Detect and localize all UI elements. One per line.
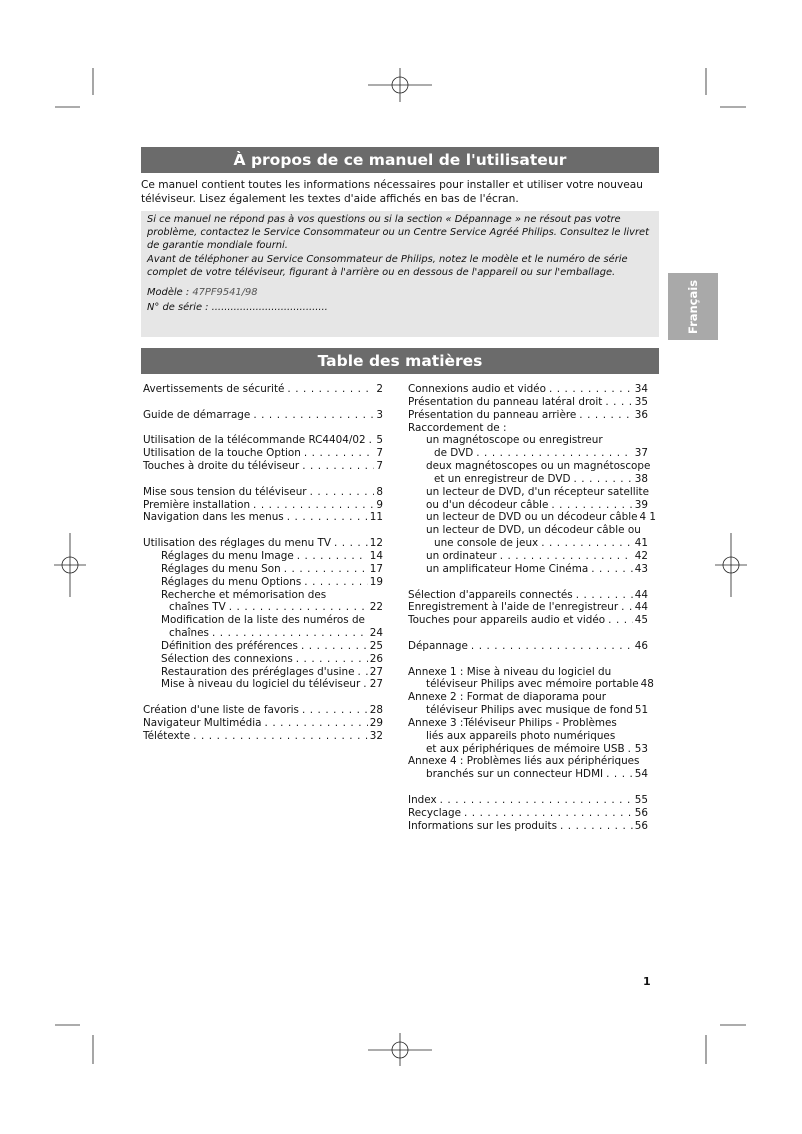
toc-entry[interactable] [408, 614, 648, 627]
toc-entry-page: 3 [376, 408, 383, 421]
toc-entry-title: Définition des préférences [161, 639, 298, 652]
toc-entry[interactable] [408, 396, 648, 409]
toc-entry-title: deux magnétoscopes ou un magnétoscope [426, 460, 651, 473]
dot-leader [301, 576, 368, 589]
dot-leader [573, 589, 633, 602]
dot-leader [226, 601, 368, 614]
toc-entry-title: Sélection des connexions [161, 652, 293, 665]
toc-entry-title: Guide de démarrage [143, 408, 251, 421]
toc-entry-title: Avertissements de sécurité [143, 383, 285, 395]
toc-entry[interactable] [408, 601, 648, 614]
toc-entry-page: 14 [369, 549, 383, 562]
toc-entry-page: 25 [369, 639, 383, 652]
toc-entry[interactable] [143, 730, 383, 743]
toc-entry-row [408, 396, 648, 409]
toc-entry-row [143, 499, 383, 512]
toc-entry-title: Utilisation de la télécommande RC4404/02 [143, 434, 366, 447]
toc-entry[interactable] [143, 499, 383, 512]
dot-leader [618, 601, 633, 614]
toc-entry-page: 44 [634, 588, 648, 601]
toc-entry[interactable] [143, 704, 383, 717]
toc-heading: Table des matières [141, 348, 659, 374]
toc-entry[interactable] [408, 717, 648, 756]
toc-entry-title: Restauration des préréglages d'usine [161, 665, 355, 678]
toc-entry-row [426, 537, 648, 550]
toc-entry-page: 38 [634, 472, 648, 485]
toc-entry-title: Mise sous tension du téléviseur [143, 485, 307, 498]
toc-entry-row [143, 511, 383, 524]
toc-entry-title: Connexions audio et vidéo [408, 383, 546, 395]
toc-entry-page: 32 [369, 729, 383, 742]
toc-group [143, 434, 383, 473]
toc-group [143, 383, 383, 396]
dot-leader [301, 447, 375, 460]
toc-entry[interactable] [143, 653, 383, 666]
toc-entry[interactable] [408, 422, 648, 435]
toc-entry-title: un magnétoscope ou enregistreur [426, 434, 603, 447]
language-tab [668, 273, 718, 340]
toc-entry-title-continued: ou d'un décodeur câble [426, 498, 549, 511]
toc-group [408, 383, 657, 576]
toc-entry-title: Télétexte [143, 729, 191, 742]
toc-entry[interactable] [408, 755, 648, 781]
dot-leader [468, 640, 633, 653]
dot-leader [284, 383, 374, 396]
toc-entry-title: Touches à droite du téléviseur [143, 460, 300, 473]
toc-entry-title: Sélection d'appareils connectés [408, 588, 573, 601]
toc-entry-page: 26 [369, 652, 383, 665]
dot-leader [461, 807, 633, 820]
toc-entry-row [161, 563, 383, 576]
toc-entry[interactable] [143, 460, 383, 473]
toc-entry-row [426, 511, 657, 524]
toc-entry[interactable] [408, 665, 654, 692]
toc-entry-title-continued: téléviseur Philips avec mémoire portable [426, 678, 639, 691]
dot-leader [605, 614, 633, 627]
model-value: 47PF9541/98 [192, 287, 258, 299]
toc-entry-row [143, 704, 383, 717]
dot-leader [190, 730, 368, 743]
dot-leader [281, 563, 368, 576]
toc-entry-row [408, 678, 654, 691]
note-paragraph-support: Si ce manuel ne répond pas à vos questions ou si la section « Dépannage » ne résout pas votre problème, contactez le Service Consommateur ou un Centre Service Agréé Philips. Consultez le livret de garantie mondiale fourni. [147, 214, 649, 252]
toc-entry-title: Annexe 4 : Problèmes liés aux périphériques [408, 755, 640, 768]
toc-entry[interactable] [143, 614, 383, 640]
toc-entry-row [161, 601, 383, 614]
toc-entry-row [161, 627, 383, 640]
toc-entry-page: 19 [369, 575, 383, 588]
toc-entry-row [143, 434, 383, 447]
toc-entry-row [408, 409, 648, 422]
toc-entry-title: Annexe 3 :Téléviseur Philips - Problèmes [408, 716, 617, 729]
toc-entry-title: Utilisation de la touche Option [143, 447, 301, 460]
dot-leader [299, 704, 368, 717]
toc-entry-page: 9 [376, 498, 383, 511]
toc-entry-row [408, 640, 648, 653]
toc-entry-row [161, 678, 383, 691]
toc-entry-row [408, 589, 648, 602]
toc-entry-page: 29 [369, 716, 383, 729]
toc-entry[interactable] [143, 666, 383, 679]
toc-entry[interactable] [143, 550, 383, 563]
dot-leader [307, 486, 375, 499]
toc-entry-row [161, 653, 383, 666]
toc-entry-page: 7 [376, 447, 383, 460]
toc-entry-page: 34 [634, 383, 648, 395]
toc-group [143, 486, 383, 525]
toc-entry-title: Présentation du panneau latéral droit [408, 395, 603, 408]
toc-entry-page: 17 [369, 562, 383, 575]
toc-entry-page: 24 [369, 627, 383, 640]
toc-entry[interactable] [143, 383, 383, 396]
dot-leader [437, 794, 633, 807]
model-info [147, 285, 653, 315]
toc-group [408, 794, 648, 833]
about-intro-text: Ce manuel contient toutes les informations nécessaires pour installer et utiliser votre nouveau téléviseur. Lisez également les textes d'aide affichés en bas de l'écran. [141, 179, 643, 205]
toc-entry-title: Touches pour appareils audio et vidéo [408, 614, 606, 627]
dot-leader [360, 678, 368, 691]
toc-entry-row [143, 486, 383, 499]
toc-entry[interactable] [408, 794, 648, 807]
toc-entry-page: 53 [634, 742, 648, 755]
toc-entry[interactable] [143, 717, 383, 730]
toc-entry[interactable] [143, 563, 383, 576]
registration-mark-bottom [368, 1033, 432, 1066]
toc-entry-row [143, 383, 383, 396]
dot-leader [209, 627, 368, 640]
model-label: Modèle : [147, 287, 193, 299]
registration-mark-top [368, 68, 432, 102]
toc-entry-title: un lecteur de DVD ou un décodeur câble [426, 511, 638, 524]
toc-entry-title: Index [408, 794, 437, 806]
dot-leader [570, 473, 632, 486]
toc-entry[interactable] [143, 447, 383, 460]
toc-entry-row [143, 409, 383, 422]
toc-entry-title: Réglages du menu Image [161, 549, 294, 562]
toc-entry-title-continued: téléviseur Philips avec musique de fond [426, 704, 633, 717]
toc-entry-page: 28 [369, 704, 383, 717]
dot-leader [262, 717, 368, 730]
toc-entry[interactable] [143, 486, 383, 499]
toc-entry-title-continued: branchés sur un connecteur HDMI [426, 768, 604, 781]
toc-entry[interactable] [408, 383, 648, 396]
toc-entry-page: 56 [634, 819, 648, 832]
toc-entry-page: 5 [376, 434, 383, 447]
dot-leader [293, 653, 368, 666]
toc-entry[interactable] [408, 807, 648, 820]
toc-entry[interactable] [143, 576, 383, 589]
toc-entry-page: 43 [634, 562, 648, 575]
serial-value: ..................................... [211, 302, 328, 314]
toc-entry-row [161, 550, 383, 563]
toc-entry-row [426, 499, 648, 512]
toc-entry[interactable] [408, 820, 648, 833]
toc-entry-row [408, 601, 648, 614]
toc-entry-row [426, 563, 648, 576]
registration-mark-right [715, 533, 747, 597]
toc-entry-page: 35 [634, 395, 648, 408]
dot-leader [538, 537, 633, 550]
dot-leader [603, 768, 633, 781]
toc-entry-page: 22 [369, 601, 383, 614]
toc-entry-title: Création d'une liste de favoris [143, 704, 299, 717]
dot-leader [299, 460, 374, 473]
toc-entry[interactable] [408, 563, 648, 576]
toc-entry[interactable] [408, 589, 648, 602]
toc-entry-title: Annexe 2 : Format de diaporama pour [408, 691, 606, 704]
toc-entry-page: 45 [634, 614, 648, 627]
toc-entry-title: un ordinateur [426, 549, 497, 562]
toc-entry-page: 2 [376, 383, 383, 395]
toc-entry-title: Dépannage [408, 639, 468, 652]
toc-entry-title-continued: chaînes [169, 627, 209, 640]
toc-entry-title: Mise à niveau du logiciel du téléviseur [161, 678, 361, 691]
dot-leader [294, 550, 368, 563]
toc-entry-title: Modification de la liste des numéros de [161, 614, 365, 627]
toc-entry[interactable] [408, 486, 648, 512]
toc-entry-title-continued: une console de jeux [434, 537, 539, 550]
toc-entry-title: Recherche et mémorisation des [161, 588, 327, 601]
dot-leader [548, 499, 632, 512]
toc-entry-page: 42 [634, 549, 648, 562]
dot-leader [588, 563, 633, 576]
toc-entry-title: Raccordement de : [408, 421, 507, 434]
toc-entry-title: un lecteur de DVD, d'un récepteur satellite [426, 485, 649, 498]
toc-entry[interactable] [408, 434, 648, 460]
toc-entry-page: 55 [634, 794, 648, 806]
toc-entry-page: 39 [634, 498, 648, 511]
toc-group [143, 537, 383, 691]
dot-leader [625, 743, 633, 756]
toc-entry[interactable] [408, 460, 651, 486]
toc-entry-page: 44 [634, 601, 648, 614]
toc-entry[interactable] [143, 511, 383, 524]
toc-entry-page: 36 [634, 408, 648, 421]
toc-entry-title-continued: chaînes TV [169, 601, 226, 614]
about-note-box [141, 211, 659, 337]
toc-group [408, 640, 648, 653]
toc-entry-row [143, 717, 383, 730]
toc-entry-row [426, 550, 648, 563]
registration-mark-left [54, 533, 86, 597]
dot-leader [576, 409, 632, 422]
toc-entry-row [161, 640, 383, 653]
toc-entry-page: 37 [634, 447, 648, 460]
toc-entry-page: 41 [634, 537, 648, 550]
dot-leader [331, 537, 368, 550]
toc-entry-row [408, 383, 648, 396]
toc-entry-title: Recyclage [408, 806, 461, 819]
toc-entry-title: Première installation [143, 498, 251, 511]
toc-entry-title: Navigation dans les menus [143, 511, 284, 524]
toc-group [143, 409, 383, 422]
toc-entry-row [143, 537, 383, 550]
toc-entry[interactable] [408, 409, 648, 422]
toc-entry-page: 56 [634, 806, 648, 819]
toc-entry-page: 8 [376, 485, 383, 498]
toc-entry-row [143, 447, 383, 460]
note-paragraph-serial: Avant de téléphoner au Service Consommateur de Philips, notez le modèle et le numéro de série complet de votre téléviseur, figurant à l'arrière ou en dessous de l'appareil ou sur l'emballage. [147, 253, 628, 278]
toc-entry-row [143, 730, 383, 743]
toc-entry[interactable] [143, 434, 383, 447]
toc-entry[interactable] [408, 524, 648, 550]
toc-entry-title: Annexe 1 : Mise à niveau du logiciel du [408, 665, 612, 678]
dot-leader [354, 666, 367, 679]
dot-leader [473, 447, 633, 460]
toc-entry-page: 11 [369, 511, 383, 524]
toc-right-column [408, 383, 657, 845]
toc-entry[interactable] [143, 678, 383, 691]
toc-entry-row [408, 704, 648, 717]
toc-entry-title-continued: liés aux appareils photo numériques [426, 729, 616, 742]
toc-entry[interactable] [408, 691, 648, 717]
toc-entry-row [408, 807, 648, 820]
toc-entry-title: Réglages du menu Son [161, 562, 281, 575]
toc-entry-page: 54 [634, 768, 648, 781]
toc-entry-title-continued: et aux périphériques de mémoire USB [426, 742, 625, 755]
dot-leader [546, 383, 633, 396]
toc-group [143, 704, 383, 743]
dot-leader [250, 499, 374, 512]
serial-label: N° de série : [147, 302, 212, 314]
about-section-heading: À propos de ce manuel de l'utilisateur [141, 147, 659, 173]
toc-entry-row [408, 614, 648, 627]
dot-leader [284, 511, 368, 524]
dot-leader [298, 640, 368, 653]
toc-entry-page: 46 [634, 639, 648, 652]
toc-left-column [143, 383, 383, 755]
toc-entry-title: Utilisation des réglages du menu TV [143, 537, 331, 550]
toc-entry[interactable] [408, 511, 657, 524]
toc-entry-row [408, 768, 648, 781]
toc-entry[interactable] [143, 640, 383, 653]
page-number: 1 [643, 975, 651, 988]
toc-entry-title: Navigateur Multimédia [143, 716, 262, 729]
toc-entry-row [426, 447, 648, 460]
toc-entry-page: 4 1 [639, 511, 657, 524]
toc-entry-row [408, 820, 648, 833]
toc-entry[interactable] [143, 537, 383, 550]
toc-entry-page: 7 [376, 460, 383, 473]
toc-entry-page: 27 [369, 665, 383, 678]
toc-entry-page: 51 [634, 704, 649, 717]
toc-entry-row [143, 460, 383, 473]
dot-leader [366, 434, 375, 447]
toc-entry-row [161, 666, 383, 679]
dot-leader [497, 550, 633, 563]
toc-entry-title: Enregistrement à l'aide de l'enregistreur [408, 601, 619, 614]
toc-entry-page: 27 [369, 678, 383, 691]
toc-entry-title: Présentation du panneau arrière [408, 408, 577, 421]
toc-entry[interactable] [408, 640, 648, 653]
toc-entry-row [408, 794, 648, 807]
toc-entry-title: un lecteur de DVD, un décodeur câble ou [426, 524, 641, 537]
language-tab-label: Français [686, 279, 700, 334]
toc-entry-title: un amplificateur Home Cinéma [426, 562, 589, 575]
toc-entry-row [426, 473, 648, 486]
toc-group [408, 589, 648, 628]
toc-entry-title-continued: et un enregistreur de DVD [434, 472, 571, 485]
toc-entry[interactable] [143, 409, 383, 422]
dot-leader [602, 396, 632, 409]
dot-leader [557, 820, 633, 833]
toc-entry[interactable] [143, 589, 383, 615]
toc-entry[interactable] [408, 550, 648, 563]
toc-entry-title: Informations sur les produits [408, 819, 557, 832]
toc-entry-page: 48 [640, 678, 654, 691]
toc-entry-page: 12 [369, 537, 383, 550]
toc-group [408, 665, 654, 782]
toc-entry-title-continued: de DVD [434, 447, 474, 460]
toc-entry-row [408, 743, 648, 756]
toc-entry-title: Réglages du menu Options [161, 575, 302, 588]
dot-leader [250, 409, 374, 422]
toc-entry-row [161, 576, 383, 589]
